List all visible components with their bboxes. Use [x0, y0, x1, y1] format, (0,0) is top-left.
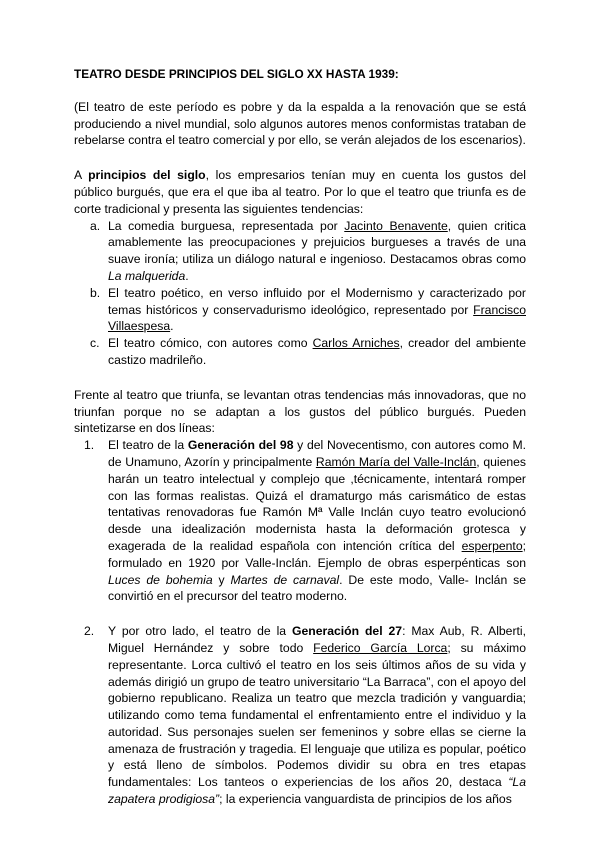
tendencias-list — [90, 218, 526, 369]
italic-text: Luces de bohemia — [108, 572, 213, 587]
paragraph-principios — [74, 167, 526, 217]
link-garcia-lorca[interactable]: Federico García Lorca — [313, 640, 448, 655]
bold-text: Generación del 27 — [292, 624, 403, 639]
list-item — [90, 335, 526, 369]
text: : Max Aub, R. Alberti, Miguel Hernández y sobre todo — [108, 624, 526, 655]
intro-paragraph: (El teatro de este período es pobre y da la espalda a la renovación que se está produciendo a nivel mundial, solo algunos autores menos conformistas trataban de rebelarse contra el teatro comercial y por ello, se verán alejados de los escenarios). — [74, 99, 526, 148]
text: Y por otro lado, el teatro de la — [108, 624, 292, 639]
bold-text: Generación del 98 — [187, 438, 294, 453]
list-marker: c. — [90, 336, 100, 351]
text: El teatro poético, en verso influido por el Modernismo y caracterizado por temas históricos y conservadurismo ideológico, representado por — [108, 285, 526, 317]
link-arniches[interactable]: Carlos Arniches — [312, 336, 400, 351]
text: , quienes harán un teatro intelectual y complejo que ,técnicamente, intentará romper con las formas realistas. Quizá el dramaturgo más carismático de estas tentativas renovadoras fue Ramón Mª Valle Inclán cuyo teatro evolucionó desde una idealización modernista hasta la deformación grotesca y exagerada de la realidad española con intención crítica del — [108, 454, 527, 553]
list-marker: 1. — [84, 438, 95, 453]
text: , los empresarios tenían muy en cuenta los gustos del público burgués, que era el que iba al teatro. Por lo que el teatro que triunfa es de corte tradicional y presenta las siguientes tendencias: — [74, 168, 526, 216]
text: y — [212, 572, 231, 587]
text: ; formulado en 1920 por Valle-Inclán. Ejemplo de obras esperpénticas son — [108, 538, 526, 570]
text: . De este modo, Valle- Inclán se convirtió en el precursor del teatro moderno. — [108, 572, 526, 604]
list-marker: b. — [90, 285, 101, 300]
text: El teatro de la — [108, 438, 188, 453]
text: , quien critica amablemente las preocupaciones y prejuicios burgueses a través de una suave ironía; utiliza un diálogo natural e ingenioso. Destacamos obras como — [108, 218, 526, 267]
list-item — [90, 285, 526, 335]
text: y del Novecentismo, con autores como M. de Unamuno, Azorín y principalmente — [108, 438, 526, 469]
text: , creador del ambiente castizo madrileño. — [108, 336, 526, 367]
text: El teatro cómico, con autores como — [108, 336, 313, 351]
text: . — [185, 268, 189, 283]
text: La comedia burguesa, representada por — [108, 218, 345, 233]
document-title: TEATRO DESDE PRINCIPIOS DEL SIGLO XX HASTA 1939: — [74, 67, 399, 81]
list-item — [90, 218, 526, 285]
italic-text: La malquerida — [108, 268, 186, 283]
bold-text: principios del siglo — [88, 168, 206, 183]
list-item — [84, 623, 526, 808]
text: A — [74, 168, 89, 183]
text: . — [170, 319, 174, 334]
text: ; la experiencia vanguardista de principios de los años — [219, 792, 512, 807]
list-marker: a. — [90, 218, 101, 233]
link-villaespesa[interactable]: Francisco Villaespesa — [108, 302, 526, 334]
lineas-list — [84, 437, 527, 808]
italic-text: Martes de carnaval — [230, 572, 340, 587]
link-benavente[interactable]: Jacinto Benavente — [344, 218, 448, 233]
link-valle-inclan[interactable]: Ramón María del Valle-Inclán — [315, 454, 477, 469]
text: ; su máximo representante. Lorca cultivó el teatro en los seis últimos años de su vida y además dirigió un grupo de teatro universitario “La Barraca”, con el apoyo del gobierno republicano. Realiza un teatro que mezcla tradición y vanguardia; utilizando como tema fundamental el enfrentamiento entre el individuo y la autoridad. Sus personajes suelen ser femeninos y sobre ellas se cierne la amenaza de frustración y tragedia. El lenguaje que utiliza es popular, poético y está lleno de símbolos. Podemos dividir su obra en tres etapas fundamentales: Los tanteos o experiencias de los años 20, destaca — [108, 640, 526, 790]
list-item — [84, 437, 527, 605]
italic-text: “La zapatera prodigiosa” — [108, 775, 526, 807]
list-marker: 2. — [84, 624, 95, 639]
paragraph-frente: Frente al teatro que triunfa, se levantan otras tendencias más innovadoras, que no triunfan porque no se adaptan a los gustos del público burgués. Pueden sintetizarse en dos líneas: — [74, 387, 526, 436]
link-esperpento[interactable]: esperpento — [461, 538, 523, 553]
